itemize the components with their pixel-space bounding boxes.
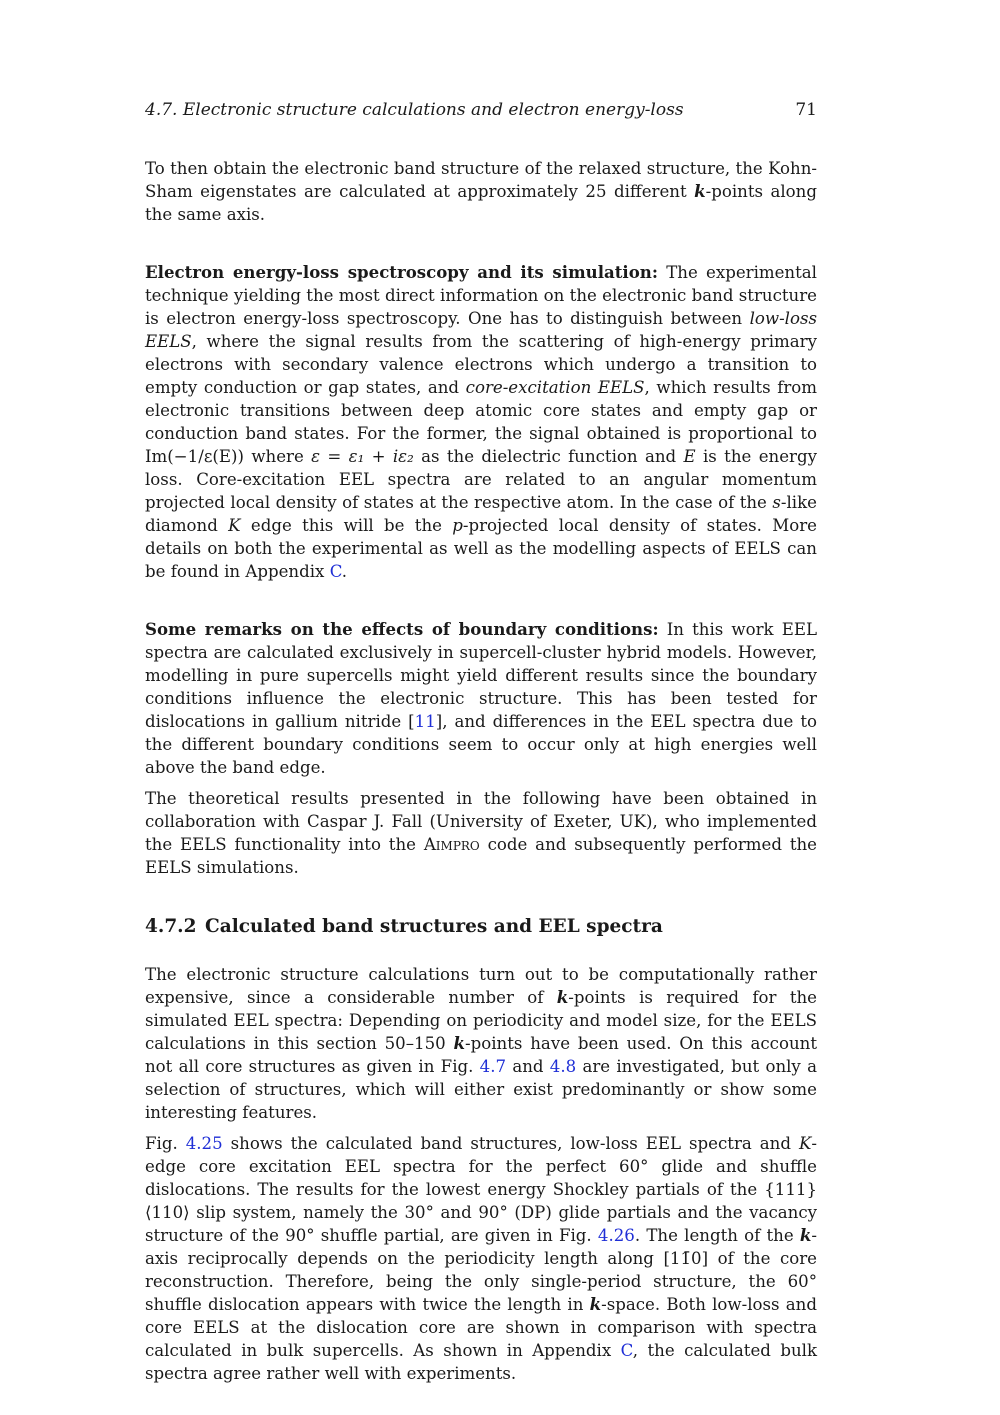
section-title: Calculated band structures and EEL spectra (205, 916, 663, 937)
citation-link[interactable]: 11 (414, 712, 436, 731)
body-text (145, 157, 817, 1385)
paragraph-band-structure: To then obtain the electronic band structure of the relaxed structure, the Kohn-Sham eigenstates are calculated at approximately 25 different k-points along the same axis. (145, 159, 817, 224)
page-number: 71 (795, 100, 817, 120)
runin-heading-boundary: Some remarks on the effects of boundary conditions: (145, 619, 659, 639)
figure-link[interactable]: 4.25 (185, 1134, 223, 1153)
figure-link[interactable]: 4.26 (597, 1226, 635, 1245)
running-header (145, 100, 817, 120)
figure-link[interactable]: 4.7 (479, 1057, 507, 1076)
running-title: 4.7. Electronic structure calculations and electron energy-loss (145, 100, 684, 120)
formula-im: Im(−1/ε(E)) (145, 447, 244, 466)
paragraph-collaboration: The theoretical results presented in the following have been obtained in collaboration with Caspar J. Fall (University of Exeter, UK), who implemented the EELS functionality into the Aimpro code and subsequently performed the EELS simulations. (145, 789, 817, 877)
paragraph-computation: The electronic structure calculations turn out to be computationally rather expensive, since a considerable number of k-points is required for the simulated EEL spectra: Depending on periodicity and model size, for the EELS calculations in this section 50–150 k-points have been used. On this account not all core structures as given in Fig. 4.7 and 4.8 are investigated, but only a selection of structures, which will either exist predominantly or show some interesting features. (145, 965, 817, 1122)
paragraph-results: Fig. 4.25 shows the calculated band structures, low-loss EEL spectra and K-edge core excitation EEL spectra for the perfect 60° glide and shuffle dislocations. The results for the lowest energy Shockley partials of the {111} ⟨110⟩ slip system, namely the 30° and 90° (DP) glide partials and the vacancy structure of the 90° shuffle partial, are given in Fig. 4.26. The length of the k-axis reciprocally depends on the periodicity length along [11̄0] of the core reconstruction. Therefore, being the only single-period structure, the 60° shuffle dislocation appears with twice the length in k-space. Both low-loss and core EELS at the dislocation core are shown in comparison with spectra calculated in bulk supercells. As shown in Appendix C, the calculated bulk spectra agree rather well with experiments. (145, 1134, 818, 1383)
section-number: 4.7.2 (145, 916, 197, 937)
paragraph-boundary: Some remarks on the effects of boundary conditions: In this work EEL spectra are calculated exclusively in supercell-cluster hybrid models. However, modelling in pure supercells might yield different results since the boundary conditions influence the electronic structure. This has been tested for dislocations in gallium nitride [11], and differences in the EEL spectra due to the different boundary conditions seem to occur only at high energies well above the band edge. (145, 619, 817, 777)
appendix-link[interactable]: C (620, 1341, 633, 1360)
appendix-link[interactable]: C (329, 562, 342, 581)
section-heading (145, 915, 817, 938)
paragraph-eels: Electron energy-loss spectroscopy and its simulation: The experimental technique yielding the most direct information on the electronic band structure is electron energy-loss spectroscopy. One has to distinguish between low-loss EELS, where the signal results from the scattering of high-energy primary electrons with secondary valence electrons which undergo a transition to empty conduction or gap states, and core-excitation EELS, which results from electronic transitions between deep atomic core states and empty gap or conduction band states. For the former, the signal obtained is proportional to Im(−1/ε(E)) where ε = ε₁ + iε₂ as the dielectric function and E is the energy loss. Core-excitation EEL spectra are related to an angular momentum projected local density of states at the respective atom. In the case of the s-like diamond K edge this will be the p-projected local density of states. More details on both the experimental as well as the modelling aspects of EELS can be found in Appendix C. (145, 262, 818, 581)
formula-epsilon: ε = ε₁ + iε₂ (311, 447, 414, 466)
figure-link[interactable]: 4.8 (549, 1057, 577, 1076)
runin-heading-eels: Electron energy-loss spectroscopy and its simulation: (145, 262, 658, 282)
